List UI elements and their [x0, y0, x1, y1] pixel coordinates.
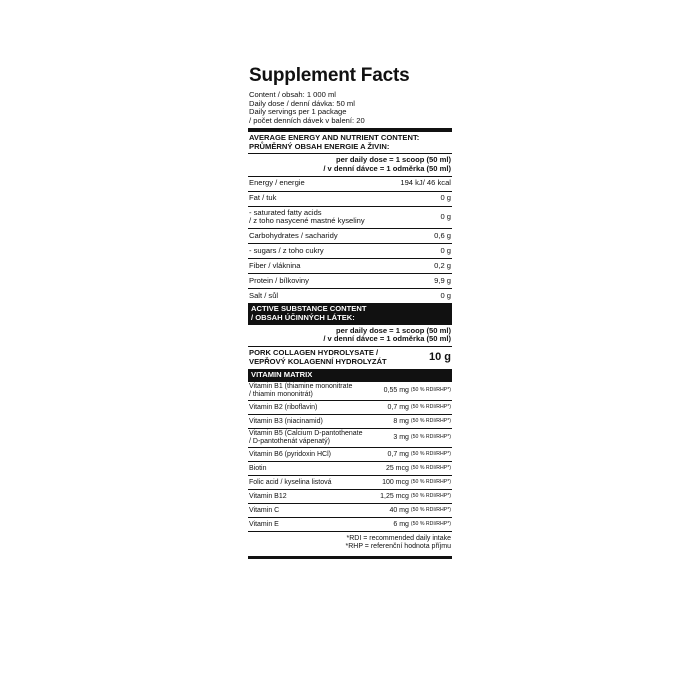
nutrient-value: 0 g — [440, 193, 451, 203]
vitamin-name: Vitamin B5 (Calcium D-pantothenate / D-pantothenát vápenatý) — [249, 430, 363, 446]
vitamin-rdi-percent: (50 % RDI/RHP*) — [410, 387, 451, 394]
vitamin-amount: 0,7 mg — [387, 403, 409, 411]
vitamin-row — [248, 447, 452, 461]
collagen-name: PORK COLLAGEN HYDROLYSATE / VEPŘOVÝ KOLAGENNÍ HYDROLYZÁT — [249, 348, 387, 366]
nutrient-row — [248, 288, 452, 303]
nutrient-name: Fiber / vláknina — [249, 260, 301, 270]
nutrient-name: Protein / bílkoviny — [249, 275, 309, 285]
servings-line-cz: / počet denních dávek v balení: 20 — [249, 116, 365, 126]
vitamin-rdi-percent: (50 % RDI/RHP*) — [410, 478, 451, 485]
vitamin-row — [248, 503, 452, 517]
footnotes — [248, 531, 452, 553]
vitamin-row — [248, 489, 452, 503]
nutrient-row — [248, 176, 452, 191]
vitamin-name: Vitamin B12 — [249, 492, 287, 500]
vitamin-name: Vitamin B6 (pyridoxin HCl) — [249, 450, 331, 458]
nutrient-name: - sugars / z toho cukry — [249, 245, 324, 255]
bottom-divider — [248, 556, 452, 559]
supplement-facts-panel — [248, 66, 452, 559]
nutrient-name: Energy / energie — [249, 178, 305, 188]
vitamin-name: Vitamin B1 (thiamine mononitrate / thiamin mononitrát) — [249, 383, 353, 399]
nutrient-name: - saturated fatty acids / z toho nasycené mastné kyseliny — [249, 207, 365, 226]
vitamin-table — [248, 381, 452, 531]
vitamin-amount: 25 mcg — [385, 464, 409, 472]
active-heading-en: ACTIVE SUBSTANCE CONTENT — [251, 304, 367, 314]
nutrient-row — [248, 206, 452, 228]
vitamin-amount: 1,25 mcg — [380, 492, 409, 500]
nutrient-heading — [248, 132, 452, 153]
dose-header-cz: / v denní dávce = 1 odměrka (50 ml) — [323, 164, 451, 174]
nutrient-value: 0,6 g — [434, 230, 451, 240]
servings-line: Daily servings per 1 package — [249, 107, 347, 117]
nutrient-value: 194 kJ/ 46 kcal — [400, 178, 451, 188]
vitamin-row — [248, 461, 452, 475]
vitamin-row — [248, 414, 452, 428]
nutrient-heading-en: AVERAGE ENERGY AND NUTRIENT CONTENT: — [249, 132, 420, 142]
vitamin-name: Vitamin C — [249, 506, 280, 514]
vitamin-amount: 0,55 mg — [383, 387, 409, 395]
dose-header-en: per daily dose = 1 scoop (50 ml) — [335, 325, 451, 335]
nutrient-table — [248, 176, 452, 303]
nutrient-row — [248, 228, 452, 243]
nutrient-row — [248, 258, 452, 273]
vitamin-rdi-percent: (50 % RDI/RHP*) — [410, 417, 451, 424]
nutrient-row — [248, 243, 452, 258]
vitamin-matrix-heading: VITAMIN MATRIX — [248, 369, 452, 382]
vitamin-row — [248, 475, 452, 489]
footnote-rdi: *RDI = recommended daily intake — [346, 535, 451, 543]
active-dose-header — [248, 325, 452, 346]
vitamin-row — [248, 517, 452, 531]
vitamin-name: Biotin — [249, 464, 267, 472]
vitamin-amount: 3 mg — [393, 434, 409, 442]
vitamin-rdi-percent: (50 % RDI/RHP*) — [410, 520, 451, 527]
dose-header-en: per daily dose = 1 scoop (50 ml) — [335, 155, 451, 165]
nutrient-value: 0 g — [440, 290, 451, 300]
vitamin-row — [248, 400, 452, 414]
vitamin-rdi-percent: (50 % RDI/RHP*) — [410, 403, 451, 410]
vitamin-amount: 6 mg — [393, 520, 409, 528]
vitamin-amount: 0,7 mg — [387, 450, 409, 458]
nutrient-dose-header — [248, 154, 452, 175]
vitamin-name: Vitamin B2 (riboflavin) — [249, 403, 318, 411]
active-substance-heading — [248, 303, 452, 324]
vitamin-amount: 100 mcg — [382, 478, 409, 486]
content-line: Content / obsah: 1 000 ml — [249, 90, 336, 99]
nutrient-value: 9,9 g — [434, 275, 451, 285]
vitamin-name: Vitamin B3 (niacinamid) — [249, 417, 323, 425]
nutrient-name: Fat / tuk — [249, 193, 277, 203]
collagen-value: 10 g — [428, 351, 451, 364]
collagen-row — [248, 346, 452, 368]
panel-title: Supplement Facts — [249, 65, 410, 86]
vitamin-row — [248, 428, 452, 447]
vitamin-rdi-percent: (50 % RDI/RHP*) — [410, 434, 451, 441]
vitamin-name: Vitamin E — [249, 520, 279, 528]
vitamin-name: Folic acid / kyselina listová — [249, 478, 332, 486]
daily-dose-line: Daily dose / denní dávka: 50 ml — [249, 98, 355, 108]
active-heading-cz: / OBSAH ÚČINNÝCH LÁTEK: — [251, 312, 355, 322]
vitamin-rdi-percent: (50 % RDI/RHP*) — [410, 506, 451, 513]
nutrient-row — [248, 273, 452, 288]
vitamin-amount: 8 mg — [393, 417, 409, 425]
nutrient-row — [248, 191, 452, 206]
nutrient-name: Salt / sůl — [249, 290, 279, 300]
footnote-rhp: *RHP = referenční hodnota příjmu — [345, 543, 451, 551]
nutrient-heading-cz: PRŮMĚRNÝ OBSAH ENERGIE A ŽIVIN: — [249, 141, 390, 151]
nutrient-value: 0,2 g — [434, 260, 451, 270]
nutrient-value: 0 g — [440, 245, 451, 255]
dose-header-cz: / v denní dávce = 1 odměrka (50 ml) — [323, 334, 451, 344]
vitamin-row — [248, 381, 452, 400]
nutrient-value: 0 g — [440, 212, 451, 222]
nutrient-name: Carbohydrates / sacharidy — [249, 230, 338, 240]
vitamin-amount: 40 mg — [389, 506, 409, 514]
vitamin-rdi-percent: (50 % RDI/RHP*) — [410, 464, 451, 471]
package-info — [248, 91, 452, 126]
vitamin-rdi-percent: (50 % RDI/RHP*) — [410, 450, 451, 457]
vitamin-rdi-percent: (50 % RDI/RHP*) — [410, 492, 451, 499]
